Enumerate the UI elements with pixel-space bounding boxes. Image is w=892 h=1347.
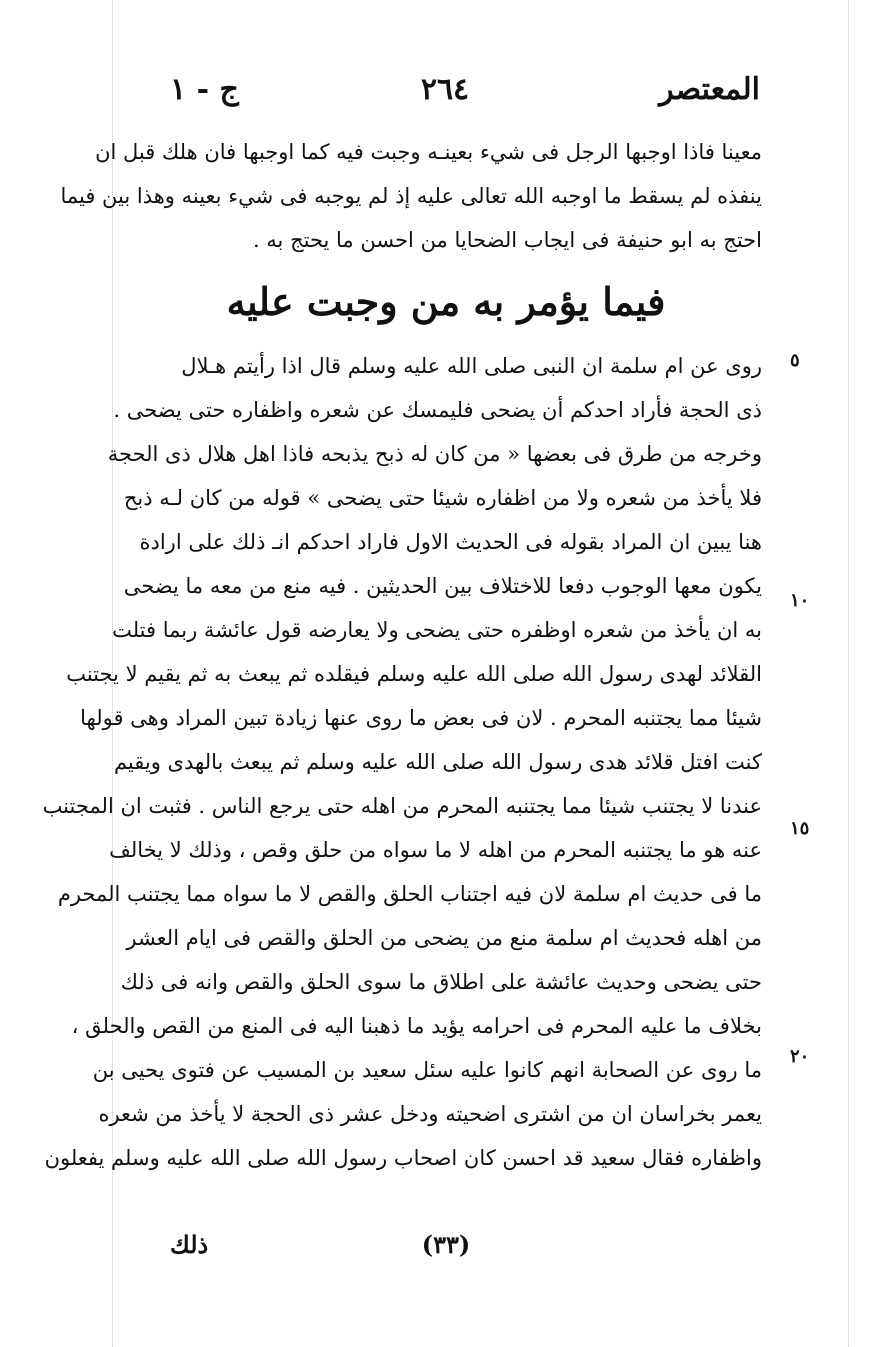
running-header <box>130 72 760 120</box>
text-line: هنا يبين ان المراد بقوله فى الحديث الاول فاراد احدكم انـ ذلك على ارادة <box>139 530 762 554</box>
text-line: حتى يضحى وحديث عائشة على اطلاق ما سوى الحلق والقص وانه فى ذلك <box>120 970 762 994</box>
line-number-5: ٥ <box>790 350 800 371</box>
text-line: من اهله فحديث ام سلمة منع من يضحى من الحلق والقص فى ايام العشر <box>126 926 762 950</box>
line-number-15: ١٥ <box>790 818 810 839</box>
text-line: ذى الحجة فأراد احدكم أن يضحى فليمسك عن شعره واظفاره حتى يضحى . <box>113 398 762 422</box>
section-heading: فيما يؤمر به من وجبت عليه <box>226 279 666 324</box>
folio-number: (٣٣) <box>421 1230 471 1259</box>
text-line: ما روى عن الصحابة انهم كانوا عليه سئل سعيد بن المسيب عن فتوى يحيى بن <box>92 1058 762 1082</box>
line-number-10: ١٠ <box>790 590 810 611</box>
header-page-number: ٢٦٤ <box>420 72 470 107</box>
text-line: احتج به ابو حنيفة فى ايجاب الضحايا من احسن ما يحتج به . <box>252 228 762 252</box>
text-line: يكون معها الوجوب دفعا للاختلاف بين الحديثين . فيه منع من معه ما يضحى <box>123 574 762 598</box>
text-line: بخلاف ما عليه المحرم فى احرامه يؤيد ما ذهبنا اليه فى المنع من القص والحلق ، <box>71 1014 762 1038</box>
text-line: معينا فاذا اوجبها الرجل فى شيء بعينـه وجبت فيه كما اوجبها فان هلك قبل ان <box>95 140 762 164</box>
text-line: يعمر بخراسان ان من اشترى اضحيته ودخل عشر ذى الحجة لا يأخذ من شعره <box>98 1102 762 1126</box>
text-line: روى عن ام سلمة ان النبى صلى الله عليه وسلم قال اذا رأيتم هـلال <box>181 354 762 378</box>
header-volume: ج - ١ <box>170 72 239 107</box>
line-number-20: ٢٠ <box>790 1046 810 1067</box>
catchword: ذلك <box>170 1230 209 1259</box>
text-line: فلا يأخذ من شعره ولا من اظفاره شيئا حتى يضحى » قوله من كان لـه ذبح <box>123 486 762 510</box>
text-line: شيئا مما يجتنبه المحرم . لان فى بعض ما روى عنها زيادة تبين المراد وهى قولها <box>80 706 762 730</box>
page-footer <box>130 1230 762 1274</box>
text-line: عنه هو ما يجتنبه المحرم من اهله لا ما سواه من حلق وقص ، وذلك لا يخالف <box>109 838 762 862</box>
header-title: المعتصر <box>659 72 760 107</box>
paragraph-main <box>42 344 762 1180</box>
text-line: ما فى حديث ام سلمة لان فيه اجتناب الحلق والقص لا ما سواه مما يجتنب المحرم <box>57 882 762 906</box>
text-line: القلائد لهدى رسول الله صلى الله عليه وسلم فيقلده ثم يبعث به ثم يقيم لا يجتنب <box>66 662 762 686</box>
text-line: وخرجه من طرق فى بعضها « من كان له ذبح يذبحه فاذا اهل هلال ذى الحجة <box>107 442 762 466</box>
text-line: به ان يأخذ من شعره اوظفره حتى يضحى ولا يعارضه قول عائشة ربما فتلت <box>112 618 762 642</box>
right-dotted-margin <box>848 0 849 1347</box>
text-line: عندنا لا يجتنب شيئا مما يجتنبه المحرم من اهله حتى يرجع الناس . فثبت ان المجتنب <box>42 794 762 818</box>
text-line: ينفذه لم يسقط ما اوجبه الله تعالى عليه إذ لم يوجبه فى شيء بعينه وهذا بين فيما <box>60 184 762 208</box>
text-line: كنت افتل قلائد هدى رسول الله صلى الله عليه وسلم ثم يبعث بالهدى ويقيم <box>113 750 762 774</box>
paragraph-top <box>60 130 762 262</box>
text-line: واظفاره فقال سعيد قد احسن كان اصحاب رسول الله صلى الله عليه وسلم يفعلون <box>44 1146 762 1170</box>
